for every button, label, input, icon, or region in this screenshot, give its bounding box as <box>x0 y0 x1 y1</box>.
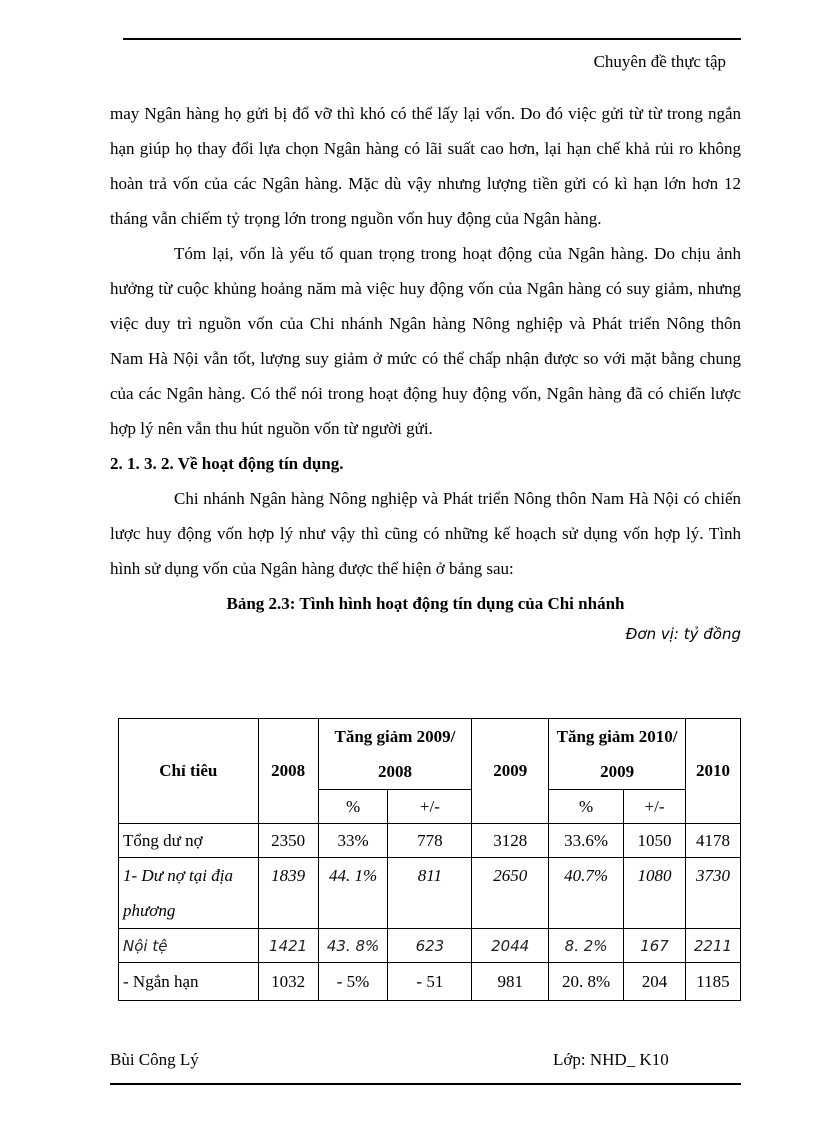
cell: 8. 2% <box>549 929 624 963</box>
cell: 1080 <box>624 858 686 929</box>
header-change-2009: Tăng giảm 2009/ 2008 <box>318 719 472 790</box>
credit-table <box>118 718 741 1001</box>
cell: 778 <box>388 824 472 858</box>
cell-label: 1- Dư nợ tại địa phương <box>119 858 259 929</box>
top-rule <box>123 38 741 40</box>
cell: 2044 <box>472 929 549 963</box>
cell: 2211 <box>685 929 740 963</box>
cell: - 51 <box>388 963 472 1001</box>
header-indicator: Chỉ tiêu <box>119 719 259 824</box>
header-pct: % <box>549 790 624 824</box>
table-row <box>119 963 741 1001</box>
paragraph: Chi nhánh Ngân hàng Nông nghiệp và Phát triển Nông thôn Nam Hà Nội có chiến lược huy động vốn hợp lý như vậy thì cũng có những kế hoạch sử dụng vốn hợp lý. Tình hình sử dụng vốn của Ngân hàng được thể hiện ở bảng sau: <box>110 489 741 578</box>
cell: 167 <box>624 929 686 963</box>
cell: 811 <box>388 858 472 929</box>
cell: 623 <box>388 929 472 963</box>
cell: 20. 8% <box>549 963 624 1001</box>
cell: 1050 <box>624 824 686 858</box>
cell: 1185 <box>685 963 740 1001</box>
footer-author: Bùi Công Lý <box>110 1050 199 1069</box>
body-text <box>110 96 741 647</box>
cell: 981 <box>472 963 549 1001</box>
table-row <box>119 929 741 963</box>
header-2009: 2009 <box>472 719 549 824</box>
header-2008: 2008 <box>258 719 318 824</box>
cell: 2350 <box>258 824 318 858</box>
cell: 33.6% <box>549 824 624 858</box>
footer-class: Lớp: NHD_ K10 <box>553 1050 669 1069</box>
header-pct: % <box>318 790 388 824</box>
cell: 3730 <box>685 858 740 929</box>
cell: 43. 8% <box>318 929 388 963</box>
cell: 33% <box>318 824 388 858</box>
table-caption: Bảng 2.3: Tình hình hoạt động tín dụng của Chi nhánh <box>226 594 625 613</box>
cell: 1032 <box>258 963 318 1001</box>
cell: 3128 <box>472 824 549 858</box>
cell: - 5% <box>318 963 388 1001</box>
cell: 1839 <box>258 858 318 929</box>
table-unit: Đơn vị: tỷ đồng <box>625 625 741 643</box>
paragraph: may Ngân hàng họ gửi bị đổ vỡ thì khó có thể lấy lại vốn. Do đó việc gửi từ từ trong ngắn hạn giúp họ thay đổi lựa chọn Ngân hàng có lãi suất cao hơn, lại hạn chế khả rủi ro không hoàn trả vốn của các Ngân hàng. Mặc dù vậy nhưng lượng tiền gửi có kì hạn lớn hơn 12 tháng vẫn chiếm tỷ trọng lớn trong nguồn vốn huy động của Ngân hàng. <box>110 104 741 228</box>
cell: 44. 1% <box>318 858 388 929</box>
section-heading: 2. 1. 3. 2. Về hoạt động tín dụng. <box>110 454 344 473</box>
paragraph: Tóm lại, vốn là yếu tố quan trọng trong hoạt động của Ngân hàng. Do chịu ảnh hưởng từ cuộc khủng hoảng năm mà việc huy động vốn của Ngân hàng có suy giảm, nhưng việc duy trì nguồn vốn của Chi nhánh Ngân hàng Nông nghiệp và Phát triển Nông thôn Nam Hà Nội vẫn tốt, lượng suy giảm ở mức có thể chấp nhận được so với mặt bằng chung của các Ngân hàng. Có thể nói trong hoạt động huy động vốn, Ngân hàng đã có chiến lược hợp lý nên vẫn thu hút nguồn vốn từ người gửi. <box>110 244 741 438</box>
cell: 2650 <box>472 858 549 929</box>
table-row <box>119 858 741 929</box>
header-2010: 2010 <box>685 719 740 824</box>
cell: 4178 <box>685 824 740 858</box>
cell: 204 <box>624 963 686 1001</box>
header-change-2010: Tăng giảm 2010/ 2009 <box>549 719 686 790</box>
cell-label: - Ngắn hạn <box>119 963 259 1001</box>
cell: 1421 <box>258 929 318 963</box>
cell: 40.7% <box>549 858 624 929</box>
cell-label: Nội tệ <box>119 929 259 963</box>
cell-label: Tổng dư nợ <box>119 824 259 858</box>
header-abs: +/- <box>388 790 472 824</box>
header-title: Chuyên đề thực tập <box>593 52 726 71</box>
header-abs: +/- <box>624 790 686 824</box>
table-row <box>119 824 741 858</box>
bottom-rule <box>110 1083 741 1085</box>
